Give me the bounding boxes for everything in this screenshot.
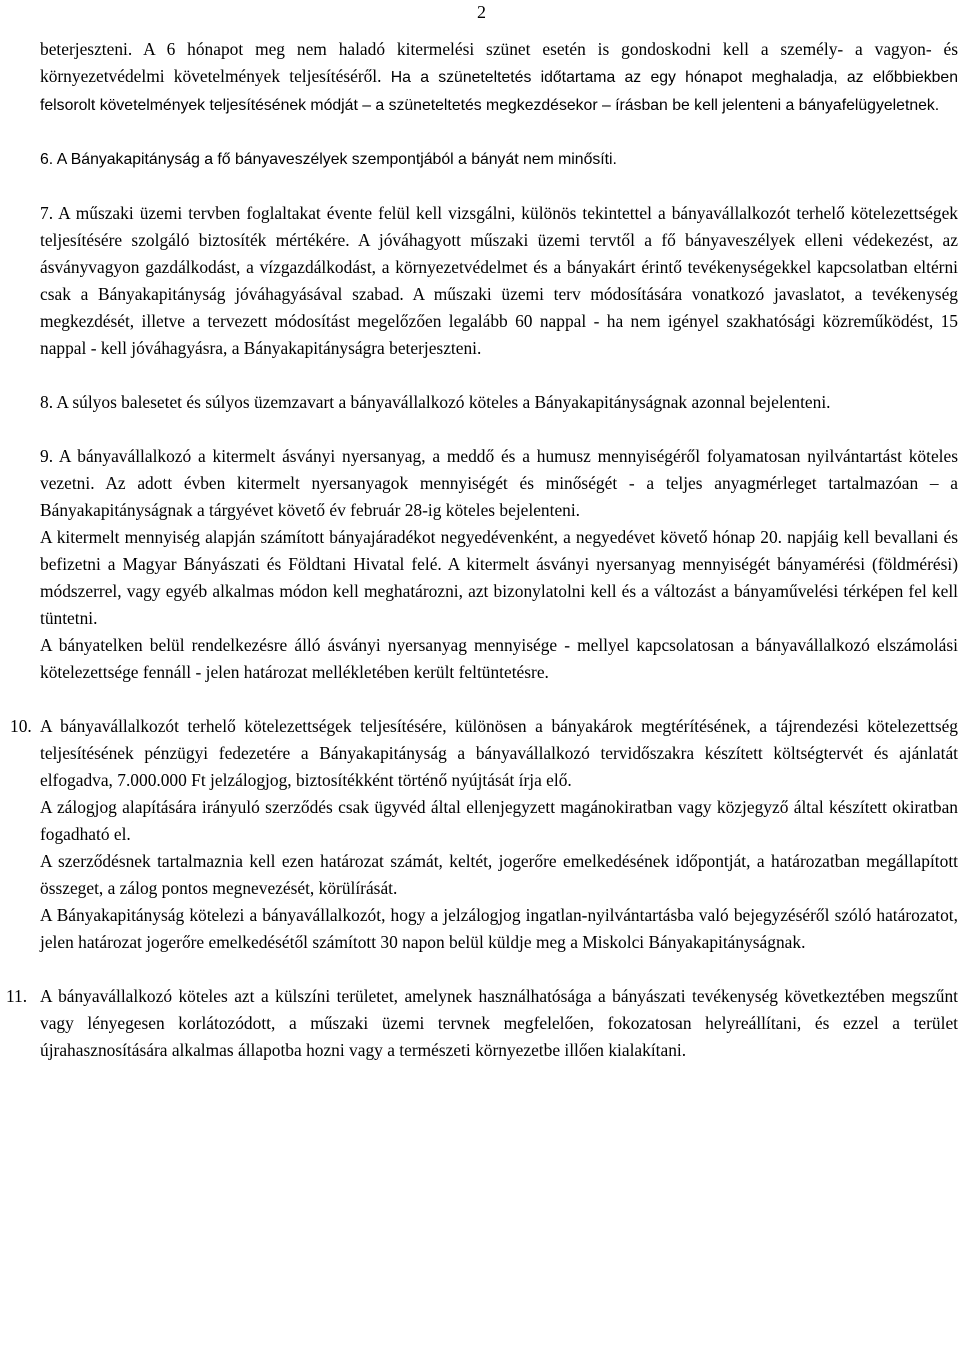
spacer xyxy=(40,119,958,146)
item-7 xyxy=(40,200,958,362)
spacer xyxy=(40,686,958,713)
spacer xyxy=(40,956,958,983)
item-9-paragraph-2: A kitermelt mennyiség alapján számított bányajáradékot negyedévenként, a negyedévet követő hónap 20. napjáig kell bevallani és befizetni a Magyar Bányászati és Földtani Hivatal felé. A kitermelt ásványi nyersanyag mennyiségét bányamérési (földmérési) módszerrel, vagy egyéb alkalmas módon kell meghatározni, azt bizonylatolni kell és a változást a bányaművelési térképen fel kell tüntetni. xyxy=(40,527,958,628)
intro-text-serif: beterjeszteni. A 6 hónapot meg nem haladó kitermelési szünet esetén is gondoskodni kell a személy- a vagyon- és környezetvédelmi követelmények teljesítéséről. xyxy=(40,39,958,86)
item-11-label: 11. xyxy=(6,986,28,1006)
item-6-label: 6. xyxy=(40,151,54,168)
intro-paragraph xyxy=(40,36,958,119)
spacer xyxy=(40,362,958,389)
intro-text-sans: Ha a szüneteltetés időtartama az egy hónapot meghaladja, az előbbiekben felsorolt követelmények teljesítésének módját – a szüneteltetés megkezdésekor – írásban be kell jelenteni a bányafelügyeletnek. xyxy=(40,69,959,114)
item-11-paragraph-1: A bányavállalkozó köteles azt a külszíni területet, amelynek használhatósága a bányászati tevékenység következtében megszűnt vagy lényegesen korlátozódott, a műszaki üzemi tervnek megfelelően, fokozatosan helyreállítani, és ezzel a terület újrahasznosítására alkalmas állapotba hozni vagy a természeti környezetbe illően kialakítani. xyxy=(40,986,958,1060)
spacer xyxy=(40,173,958,200)
item-9-text: A bányavállalkozó a kitermelt ásványi nyersanyag, a meddő és a humusz mennyiségéről folyamatosan nyilvántartást köteles vezetni. Az adott évben kitermelt nyersanyagok mennyiségét és minőségét - a teljes anyagmérleget tartalmazóan – a Bányakapitányságnak a tárgyévet követő év február 28-ig köteles bejelenteni. xyxy=(40,446,958,520)
spacer xyxy=(40,416,958,443)
item-10 xyxy=(10,713,958,956)
item-10-label: 10. xyxy=(10,716,32,736)
item-8 xyxy=(40,389,958,416)
document-body xyxy=(6,36,959,1064)
item-10-paragraph-3: A szerződésnek tartalmaznia kell ezen határozat számát, keltét, jogerőre emelkedésének időpontját, a határozatban megállapított összeget, a zálog pontos megnevezését, körülírását. xyxy=(40,851,958,898)
item-9 xyxy=(40,443,958,524)
item-8-text: A súlyos balesetet és súlyos üzemzavart a bányavállalkozó köteles a Bányakapitányságnak azonnal bejelenteni. xyxy=(53,392,831,412)
item-9-paragraph-3: A bányatelken belül rendelkezésre álló ásványi nyersanyag mennyisége - mellyel kapcsolatosan a bányavállalkozó elszámolási kötelezettsége fennáll - jelen határozat mellékletében került feltüntetésre. xyxy=(40,635,958,682)
item-9-label: 9. xyxy=(40,446,54,466)
page-number: 2 xyxy=(477,2,486,22)
item-7-label: 7. xyxy=(40,203,54,223)
item-7-text: A műszaki üzemi tervben foglaltakat évente felül kell vizsgálni, különös tekintettel a bányavállalkozót terhelő kötelezettségek teljesítésére szolgáló biztosíték mértékére. A jóváhagyott műszaki üzemi tervtől a fő bányaveszélyek elleni védekezést, az ásványvagyon gazdálkodást, a vízgazdálkodást, a környezetvédelmet és a bányakárt érintő tevékenységekkel kapcsolatban eltérni csak a Bányakapitányság jóváhagyásával szabad. A műszaki üzemi terv módosítására vonatkozó javaslatot, a tevékenység megkezdését, illetve a tervezett módosítást megelőzően legalább 60 nappal - ha nem igényel szakhatósági közreműködést, 15 nappal - kell jóváhagyásra, a Bányakapitányságra beterjeszteni. xyxy=(40,203,958,358)
item-10-paragraph-4: A Bányakapitányság kötelezi a bányavállalkozót, hogy a jelzálogjog ingatlan-nyilvántartásba való bejegyzéséről szóló határozatot, jelen határozat jogerőre emelkedésétől számított 30 napon belül küldje meg a Miskolci Bányakapitányságnak. xyxy=(40,905,958,952)
item-8-label: 8. xyxy=(40,392,54,412)
item-10-paragraph-2: A zálogjog alapítására irányuló szerződés csak ügyvéd által ellenjegyzett magánokiratban vagy közjegyző által készített okiratban fogadható el. xyxy=(40,797,958,844)
item-6-text: A Bányakapitányság a fő bányaveszélyek szempontjából a bányát nem minősíti. xyxy=(53,151,617,168)
item-10-paragraph-1: A bányavállalkozót terhelő kötelezettségek teljesítésére, különösen a bányakárok megtérítésének, a tájrendezési kötelezettség teljesítésének pénzügyi fedezetére a Bányakapitányság a bányavállalkozó tervidőszakra készített költségtervét és ajánlatát elfogadva, 7.000.000 Ft jelzálogjog, biztosítékként történő nyújtását írja elő. xyxy=(40,716,958,790)
item-11 xyxy=(6,983,958,1064)
item-6 xyxy=(40,146,958,173)
